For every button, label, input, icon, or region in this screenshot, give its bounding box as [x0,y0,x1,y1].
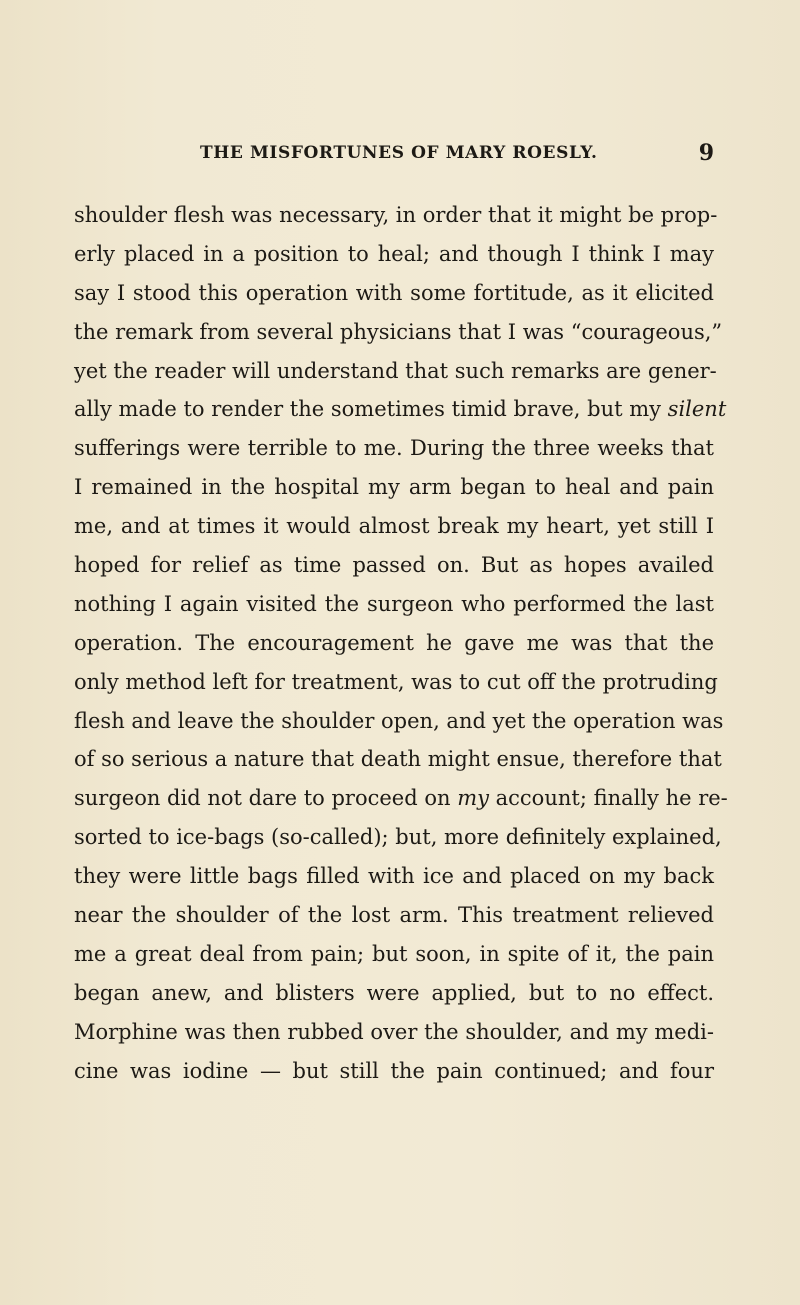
text-line: me a great deal from pain; but soon, in spite of it, the pain [74,941,714,966]
text-line: sufferings were terrible to me. During the three weeks that [74,436,714,461]
text-line: hoped for relief as time passed on. But as hopes availed [74,553,714,578]
text-line: began anew, and blisters were applied, but to no effect. [74,980,714,1005]
text-line: shoulder flesh was necessary, in order that it might be prop- [74,203,718,227]
text-line: nothing I again visited the surgeon who performed the last [74,591,714,616]
text-line: only method left for treatment, was to cut off the protruding [74,669,718,694]
text-line: flesh and leave the shoulder open, and yet the operation was [74,708,724,733]
text-line: sorted to ice-bags (so-called); but, more definitely explained, [74,825,722,850]
running-head [60,140,714,167]
text-line: near the shoulder of the lost arm. This treatment relieved [74,903,714,928]
text-line: yet the reader will understand that such remarks are gener- [74,358,717,383]
text-line: me, and at times it would almost break my heart, yet still I [74,514,714,539]
body-text [74,196,728,1090]
italic-emphasis: my [457,786,489,811]
text-line: cine was iodine — but still the pain continued; and four [74,1058,714,1083]
text-line: they were little bags filled with ice and placed on my back [74,864,714,889]
text-line: operation. The encouragement he gave me was that the [74,630,714,655]
text-line: Morphine was then rubbed over the shoulder, and my medi- [74,1019,714,1044]
page-number: 9 [698,140,714,166]
text-line: erly placed in a position to heal; and though I think I may [74,241,714,266]
italic-emphasis: silent [667,397,727,422]
running-title: THE MISFORTUNES OF MARY ROESLY. [200,143,598,163]
text-line: the remark from several physicians that I was “courageous,” [74,319,723,344]
text-line: I remained in the hospital my arm began to heal and pain [74,475,714,500]
text-line: surgeon did not dare to proceed on my account; finally he re- [74,786,728,811]
text-line: ally made to render the sometimes timid brave, but my silent [74,397,727,422]
text-line: say I stood this operation with some fortitude, as it elicited [74,280,714,305]
text-line: of so serious a nature that death might ensue, therefore that [74,747,722,772]
